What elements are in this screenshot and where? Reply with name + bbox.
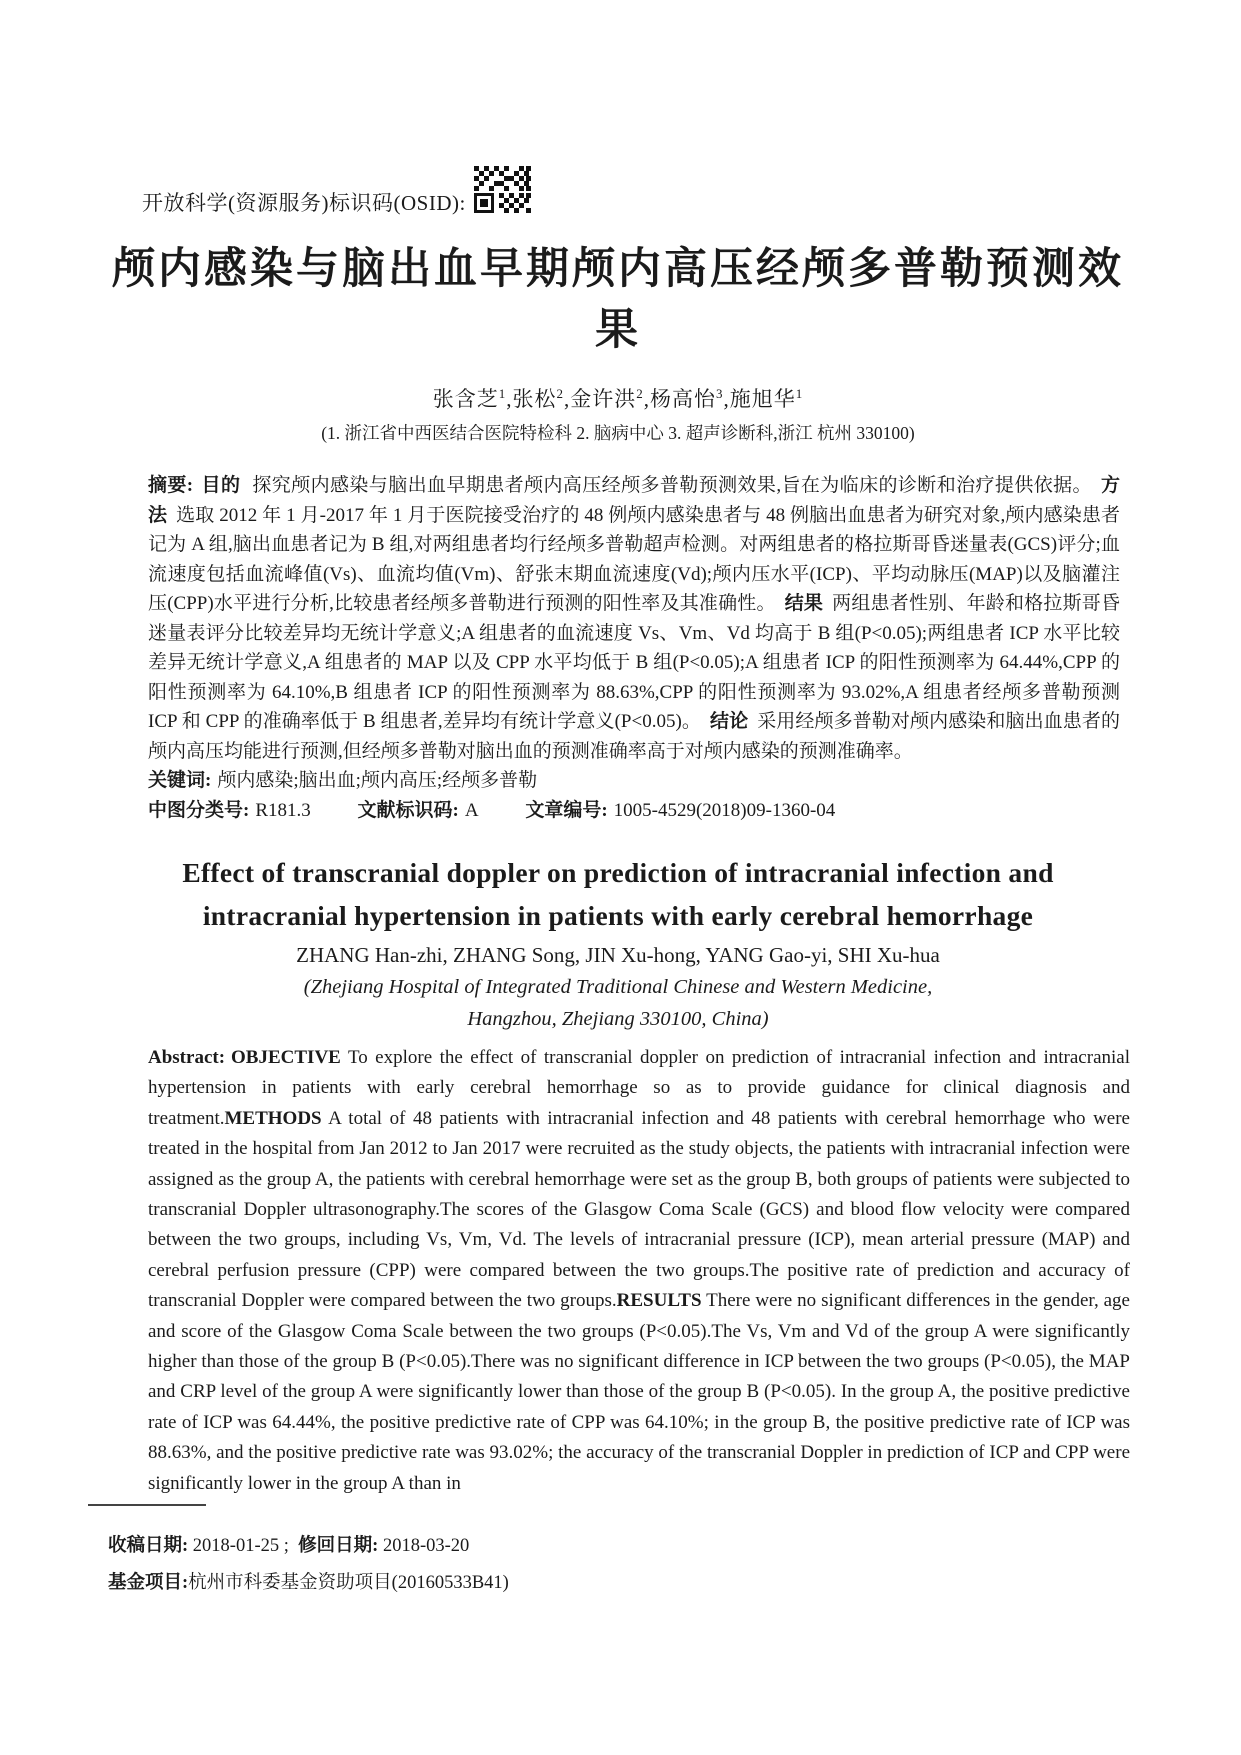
author-affiliation-sup: 2 [556, 386, 564, 401]
author-cn: 施旭华$^1$ [729, 386, 804, 411]
doc-code-group [358, 800, 479, 821]
authors-en: ZHANG Han-zhi, ZHANG Song, JIN Xu-hong, YANG Gao-yi, SHI Xu-hua [296, 943, 940, 967]
osid-row [142, 0, 1136, 217]
author-affiliation-sup: 3 [716, 386, 724, 401]
author-cn: 杨高怡$^3$, [650, 386, 730, 411]
results-label-cn: 结果 [784, 593, 824, 614]
author-affiliation-sup: 1 [498, 386, 507, 401]
article-id-label: 文章编号: [525, 799, 608, 821]
doc-code-label: 文献标识码: [357, 799, 459, 821]
fund-label: 基金项目: [108, 1573, 189, 1593]
dates-separator: ; [283, 1536, 289, 1556]
author-cn: 张松$^2$, [512, 386, 571, 411]
abstract-cn-label: 摘要: [148, 475, 194, 496]
methods-text-cn: 选取 2012 年 1 月-2017 年 1 月于医院接受治疗的 48 例颅内感染患者与 48 例脑出血患者为研究对象,颅内感染患者记为 A 组,脑出血患者记为 B 组,对两组患者均行经颅多普勒超声检测。对两组患者的格拉斯哥昏迷量表(GCS)评分;血流速度包括血流峰值(Vs)、血流均值(Vm)、舒张末期血流速度(Vd);颅内压水平(ICP)、平均动脉压(MAP)以及脑灌注压(CPP)水平进行分析,比较患者经颅多普勒进行预测的阳性率及其准确性。 [148, 504, 1120, 614]
article-id-value: 1005-4529(2018)09-1360-04 [613, 799, 836, 821]
revised-date-label: 修回日期: [298, 1536, 379, 1556]
article-id-group [525, 800, 835, 821]
doc-code-value: A [464, 799, 479, 821]
osid-label: 开放科学(资源服务)标识码(OSID): [142, 191, 466, 215]
author-cn: 金许洪$^2$, [570, 386, 650, 411]
page-title-en [100, 851, 1136, 937]
abstract-en [148, 1043, 1130, 1499]
abstract-en-label: Abstract: [148, 1047, 226, 1068]
methods-label-en: METHODS [224, 1107, 322, 1129]
received-date-label: 收稿日期: [108, 1536, 189, 1556]
clc-group [148, 800, 311, 821]
affiliation-en-line2: Hangzhou, Zhejiang 330100, China) [467, 1008, 769, 1030]
osid-qr-code-icon [474, 166, 531, 219]
author-affiliation-sup: 1 [795, 386, 804, 401]
footnote-separator [88, 1504, 206, 1506]
conclusion-label-cn: 结论 [710, 711, 749, 732]
conclusion-text-cn: 采用经颅多普勒对颅内感染和脑出血患者的颅内高压均能进行预测,但经颅多普勒对脑出血的预测准确率高于对颅内感染的预测准确率。 [148, 711, 1120, 762]
objective-text-en: To explore the effect of transcranial doppler on prediction of intracranial infection and intracranial hypertension in patients with early cerebral hemorrhage so as to provide guidance for clinical diagnosis and treatment. [148, 1047, 1130, 1129]
methods-text-en: A total of 48 patients with intracranial infection and 48 patients with cerebral hemorrhage who were treated in the hospital from Jan 2012 to Jan 2017 were recruited as the study objects, the patients with intracranial infection were assigned as the group A, the patients with cerebral hemorrhage were set as the group B, both groups of patients were subjected to transcranial Doppler ultrasonography.The scores of the Glasgow Coma Scale (GCS) and blood flow velocity were compared between the two groups, including Vs, Vm, Vd. The levels of intracranial pressure (ICP), mean arterial pressure (MAP) and cerebral perfusion pressure (CPP) were compared between the two groups.The positive rate of prediction and accuracy of transcranial Doppler were compared between the two groups. [148, 1107, 1130, 1312]
fund-value: 杭州市科委基金资助项目(20160533B41) [188, 1573, 509, 1593]
objective-label-cn: 目的 [201, 475, 241, 496]
results-text-en: There were no significant differences in the gender, age and score of the Glasgow Coma Scale between the two groups (P<0.05).The Vs, Vm and Vd of the group A were significantly higher than those of the group B (P<0.05).There was no significant difference in ICP between the two groups (P<0.05), the MAP and CRP level of the group A were significantly lower than those of the group B (P<0.05). In the group A, the positive predictive rate of ICP was 64.44%, the positive predictive rate of CPP was 64.10%; in the group B, the positive predictive rate of ICP was 88.63%, and the positive predictive rate was 93.02%; the accuracy of the transcranial Doppler in prediction of ICP and CPP were significantly lower in the group A than in [148, 1290, 1130, 1494]
affiliation-en-line1: (Zhejiang Hospital of Integrated Traditional Chinese and Western Medicine, [303, 976, 933, 998]
objective-label-en: OBJECTIVE [231, 1047, 341, 1068]
revised-date-value: 2018-03-20 [382, 1536, 470, 1556]
page-title-cn: 颅内感染与脑出血早期颅内高压经颅多普勒预测效果 [112, 246, 1124, 354]
keywords-line [148, 766, 1136, 796]
affiliation-en [100, 971, 1136, 1035]
clc-label: 中图分类号: [148, 799, 250, 821]
methods-label-cn: 方法 [148, 475, 1120, 526]
classification-line [148, 796, 1136, 826]
authors-cn [100, 383, 1136, 413]
title-en-line1: Effect of transcranial doppler on prediction of intracranial infection and [182, 857, 1054, 888]
results-label-en: RESULTS [616, 1290, 702, 1312]
affiliation-cn: (1. 浙江省中西医结合医院特检科 2. 脑病中心 3. 超声诊断科,浙江 杭州 330100) [321, 423, 915, 443]
received-date-value: 2018-01-25 [192, 1536, 280, 1556]
abstract-cn [148, 471, 1120, 766]
footnote-block [88, 1504, 509, 1602]
author-affiliation-sup: 2 [636, 386, 644, 401]
objective-text-cn: 探究颅内感染与脑出血早期患者颅内高压经颅多普勒预测效果,旨在为临床的诊断和治疗提供依据。 [252, 475, 1092, 496]
keywords-text: 颅内感染;脑出血;颅内高压;经颅多普勒 [217, 770, 538, 791]
dates-line [108, 1528, 509, 1565]
author-cn: 张含芝$^1$, [432, 386, 513, 411]
fund-line [108, 1565, 509, 1602]
clc-value: R181.3 [255, 799, 311, 821]
results-text-cn: 两组患者性别、年龄和格拉斯哥昏迷量表评分比较差异均无统计学意义;A 组患者的血流速度 Vs、Vm、Vd 均高于 B 组(P<0.05);两组患者 ICP 水平比较差异无统计学意义,A 组患者的 MAP 以及 CPP 水平均低于 B 组(P<0.05);A 组患者 ICP 的阳性预测率为 64.44%,CPP 的阳性预测率为 64.10%,B 组患者 ICP 的阳性预测率为 88.63%,CPP 的阳性预测率为 93.02%,A 组患者经颅多普勒预测 ICP 和 CPP 的准确率低于 B 组患者,差异均有统计学意义(P<0.05)。 [148, 593, 1120, 732]
keywords-label: 关键词: [148, 770, 212, 791]
title-en-line2: intracranial hypertension in patients with early cerebral hemorrhage [202, 900, 1034, 931]
